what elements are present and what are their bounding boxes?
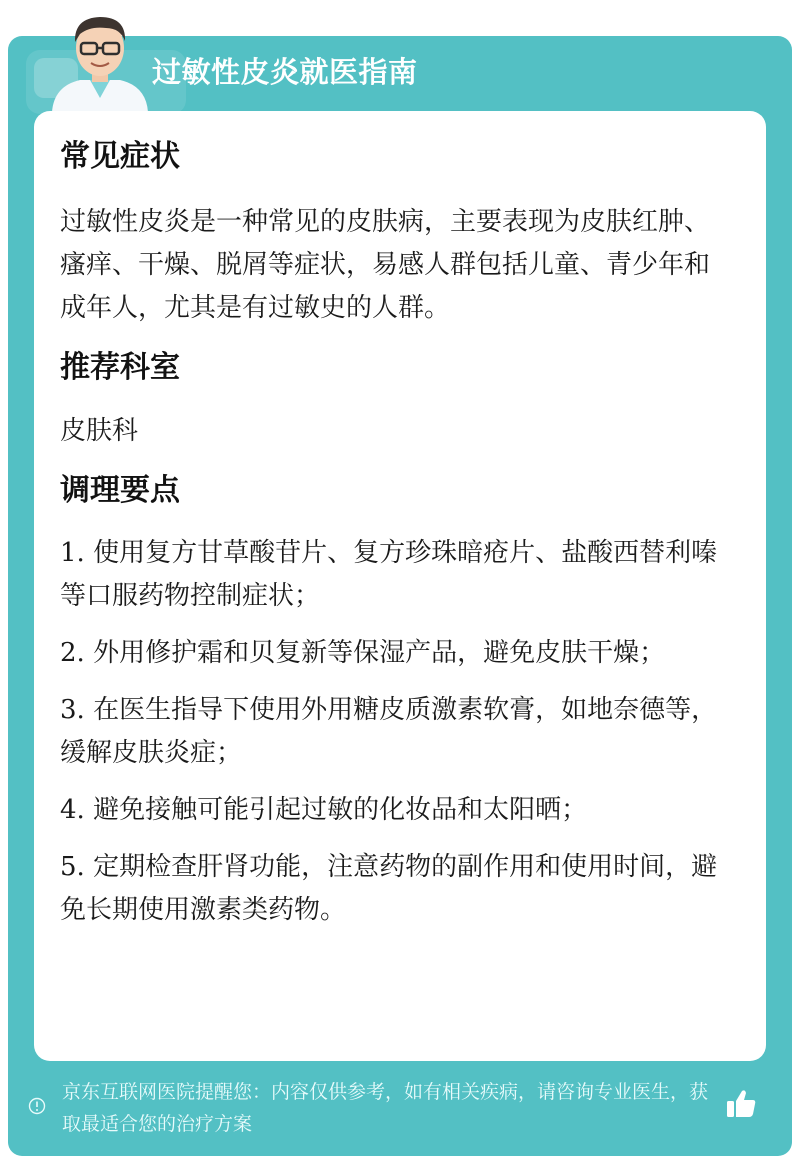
department-text: 皮肤科 (60, 416, 139, 446)
care-item-number: 2. (60, 638, 85, 668)
doctor-avatar-icon (44, 8, 156, 112)
care-item-number: 3. (60, 695, 85, 725)
care-item-text: 在医生指导下使用外用糖皮质激素软膏，如地奈德等，缓解皮肤炎症； (60, 695, 718, 768)
section-title-care: 调理要点 (60, 473, 180, 508)
care-item-number: 1. (60, 538, 85, 568)
care-item-text: 外用修护霜和贝复新等保湿产品，避免皮肤干燥； (93, 638, 666, 668)
card-content (60, 139, 730, 932)
care-item (60, 632, 730, 675)
disclaimer-text: 京东互联网医院提醒您：内容仅供参考，如有相关疾病，请咨询专业医生，获取最适合您的治疗方案 (62, 1081, 709, 1135)
care-item-text: 定期检查肝肾功能，注意药物的副作用和使用时间，避免长期使用激素类药物。 (60, 852, 718, 925)
care-item (60, 789, 730, 832)
care-item-text: 避免接触可能引起过敏的化妆品和太阳晒； (93, 795, 588, 825)
thumbs-up-icon[interactable] (724, 1087, 758, 1121)
care-item (60, 532, 730, 618)
care-item-number: 5. (60, 852, 85, 882)
section-title-symptoms: 常见症状 (60, 139, 180, 174)
care-item-text: 使用复方甘草酸苷片、复方珍珠暗疮片、盐酸西替利嗪等口服药物控制症状； (60, 538, 718, 611)
content-card (34, 111, 766, 1061)
care-item (60, 846, 730, 932)
care-item-number: 4. (60, 795, 85, 825)
section-title-department: 推荐科室 (60, 350, 180, 385)
care-item (60, 689, 730, 775)
page-title: 过敏性皮炎就医指南 (152, 55, 418, 89)
symptoms-text: 过敏性皮炎是一种常见的皮肤病，主要表现为皮肤红肿、瘙痒、干燥、脱屑等症状，易感人群包括儿童、青少年和成年人，尤其是有过敏史的人群。 (60, 207, 711, 323)
